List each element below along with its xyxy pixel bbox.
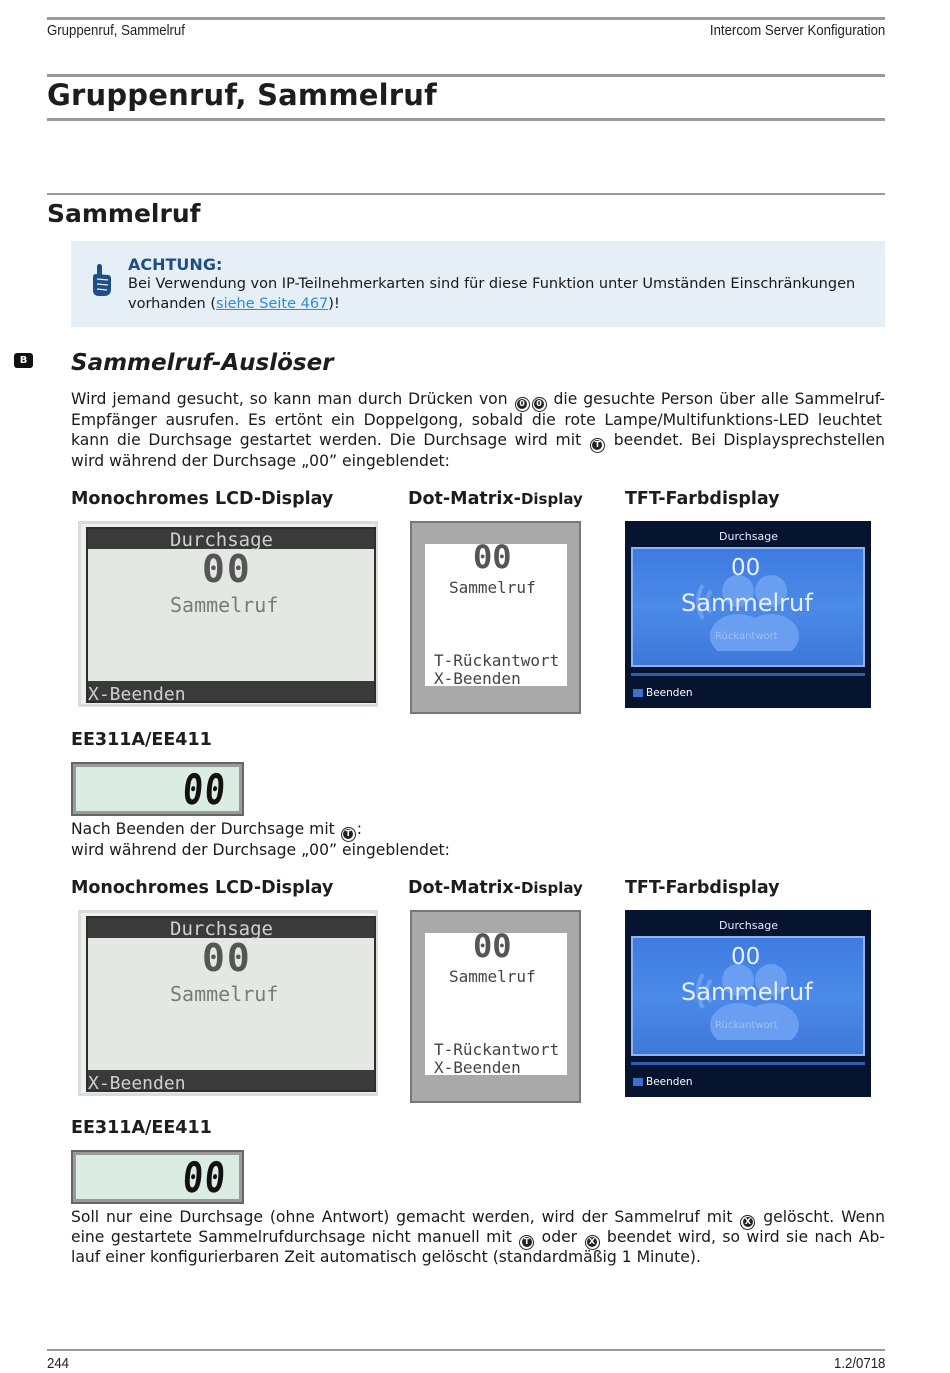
attention-note — [71, 241, 885, 327]
note-text-before: Bei Verwendung von IP-Teilnehmerkarten sind für diese Funktion unter Umständen Einschränkungen vorhanden ( — [128, 276, 856, 312]
doc-version: 1.2/0718 — [833, 1355, 885, 1372]
text: : — [356, 820, 362, 838]
x-key-icon: X — [585, 1235, 600, 1250]
col-mono-heading: Monochromes LCD-Display — [71, 489, 334, 509]
tft-sub-text: Rückantwort — [715, 1020, 778, 1031]
col-dotmatrix-heading: Dot-Matrix-Display — [408, 878, 583, 898]
lcd-top-text: Durchsage — [170, 529, 273, 551]
dm-big-number: 00 — [473, 538, 512, 576]
dm-big-number: 00 — [473, 927, 512, 965]
title-rule-bottom — [47, 118, 885, 121]
section-title: Sammelruf — [47, 199, 201, 228]
text: beendet wird, so wird sie nach Ab- — [600, 1228, 886, 1246]
tft-top-text: Durchsage — [719, 919, 778, 932]
footer-rule — [47, 1349, 885, 1351]
para3-line2 — [71, 1228, 885, 1250]
x-key-icon: X — [740, 1215, 755, 1230]
header-left: Gruppenruf, Sammelruf — [47, 22, 185, 39]
title-rule-top — [47, 74, 885, 77]
lcd-big-number: 00 — [202, 936, 252, 980]
para1-line4: wird während der Durchsage „00” eingeblendet: — [71, 452, 450, 470]
dm-line1: T-Rückantwort — [434, 1040, 560, 1059]
para3-line3: lauf einer konfigurierbaren Zeit automatisch gelöscht (standardmäßig 1 Minute). — [71, 1248, 701, 1266]
dot-matrix-display — [410, 521, 581, 714]
pointing-hand-icon — [90, 263, 112, 297]
dot-matrix-display — [410, 910, 581, 1103]
tft-bottom-text: Beenden — [646, 687, 693, 699]
para1-line2: Empfänger ausrufen. Es ertönt ein Doppelgong, sobald die rote Lampe/Multifunktions-LED leuchtet — [71, 411, 882, 429]
ee-model-label: EE311A/EE411 — [71, 1118, 212, 1138]
col-tft-heading: TFT-Farbdisplay — [625, 489, 780, 509]
note-title: ACHTUNG: — [128, 255, 223, 274]
mono-lcd-display — [78, 910, 378, 1096]
tft-sub-text: Rückantwort — [715, 631, 778, 642]
tft-bottom-text: Beenden — [646, 1076, 693, 1088]
segment-value: 00 — [181, 1153, 230, 1202]
lcd-mid-text: Sammelruf — [170, 982, 279, 1006]
t-key-icon: T — [341, 827, 356, 842]
text: Soll nur eine Durchsage (ohne Antwort) gemacht werden, wird der Sammelruf mit — [71, 1208, 740, 1226]
text: Wird jemand gesucht, so kann man durch Drücken von — [71, 390, 514, 408]
text: die gesuchte Person über alle Sammelruf- — [547, 390, 885, 408]
mono-lcd-display — [78, 521, 378, 707]
page-title: Gruppenruf, Sammelruf — [47, 78, 437, 112]
dm-mid-text: Sammelruf — [449, 578, 536, 597]
margin-badge: B — [14, 353, 33, 368]
text: gelöscht. Wenn — [756, 1208, 886, 1226]
zero-key-icon: 0 — [515, 397, 530, 412]
note-text-after: )! — [328, 295, 340, 312]
col-tft-heading: TFT-Farbdisplay — [625, 878, 780, 898]
dm-line1: T-Rückantwort — [434, 651, 560, 670]
subsection-title: Sammelruf-Auslöser — [71, 350, 334, 376]
tft-number: 00 — [731, 944, 761, 970]
segment-display — [71, 1150, 244, 1204]
header-right: Intercom Server Konfiguration — [709, 22, 885, 39]
lcd-big-number: 00 — [202, 547, 252, 591]
para2-line2: wird während der Durchsage „00” eingeblendet: — [71, 841, 450, 859]
tft-number: 00 — [731, 555, 761, 581]
t-key-icon: T — [519, 1235, 534, 1250]
ee-model-label: EE311A/EE411 — [71, 730, 212, 750]
x-key-icon — [633, 689, 643, 697]
dm-line2: X-Beenden — [434, 1058, 521, 1077]
tft-color-display — [625, 521, 871, 708]
t-key-icon: T — [590, 438, 605, 453]
para2-line1 — [71, 820, 362, 842]
section-rule — [47, 193, 885, 195]
header-rule — [47, 17, 885, 20]
col-mono-heading: Monochromes LCD-Display — [71, 878, 334, 898]
dm-line2: X-Beenden — [434, 669, 521, 688]
note-link[interactable]: siehe Seite 467 — [216, 295, 329, 312]
text: oder — [535, 1228, 584, 1246]
col-dotmatrix-heading: Dot-Matrix-Display — [408, 489, 583, 509]
text: beendet. Bei Displaysprechstellen — [605, 431, 886, 449]
lcd-top-text: Durchsage — [170, 918, 273, 940]
text: kann die Durchsage gestartet werden. Die Durchsage wird mit — [71, 431, 589, 449]
tft-color-display — [625, 910, 871, 1097]
x-key-icon — [633, 1078, 643, 1086]
lcd-mid-text: Sammelruf — [170, 593, 279, 617]
tft-main-text: Sammelruf — [681, 978, 813, 1006]
segment-value: 00 — [181, 765, 230, 814]
segment-display — [71, 762, 244, 816]
zero-key-icon: 0 — [532, 397, 547, 412]
lcd-bottom-text: X-Beenden — [88, 684, 186, 705]
lcd-bottom-text: X-Beenden — [88, 1073, 186, 1094]
tft-main-text: Sammelruf — [681, 589, 813, 617]
para3-line1 — [71, 1208, 885, 1230]
note-text — [128, 275, 878, 314]
text: eine gestartete Sammelrufdurchsage nicht manuell mit — [71, 1228, 519, 1246]
para1-line3 — [71, 431, 885, 453]
para1-line1 — [71, 390, 885, 412]
page-number: 244 — [47, 1355, 70, 1372]
dm-mid-text: Sammelruf — [449, 967, 536, 986]
text: Nach Beenden der Durchsage mit — [71, 820, 340, 838]
tft-top-text: Durchsage — [719, 530, 778, 543]
